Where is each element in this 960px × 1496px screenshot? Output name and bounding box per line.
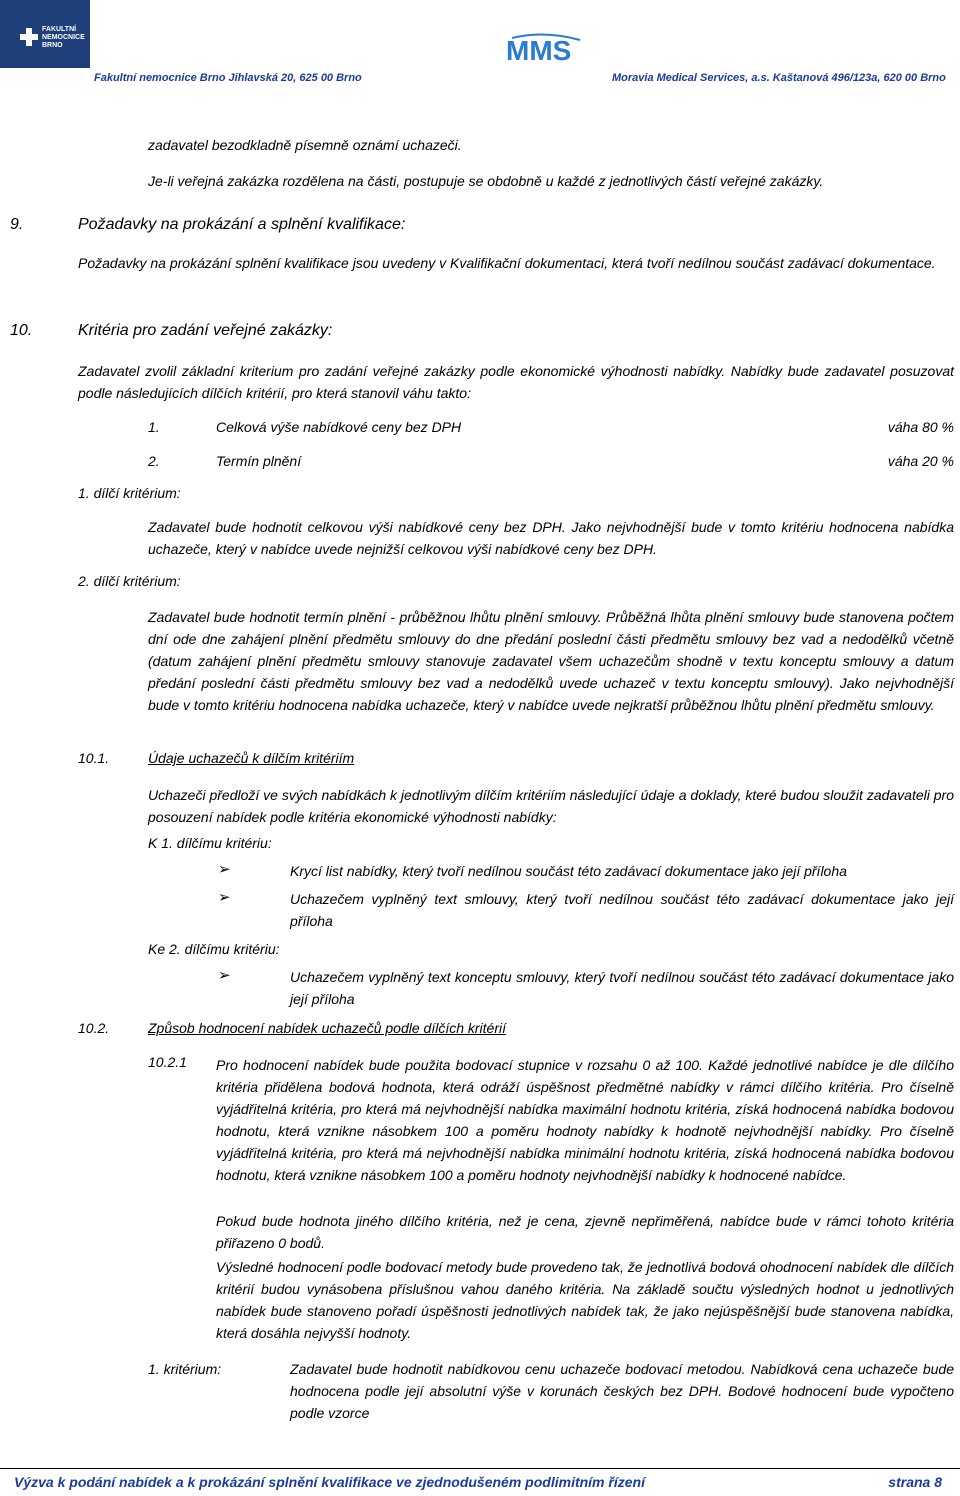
k1-item-1: Krycí list nabídky, který tvoří nedílnou součást této zadávací dokumentace jako její příloha <box>290 863 847 879</box>
sec10-2-k1-label: 1. kritérium: <box>148 1361 222 1377</box>
sec10-2-number: 10.2. <box>78 1020 110 1036</box>
crit2-text: Zadavatel bude hodnotit termín plnění - průběžnou lhůtu plnění smlouvy. Průběžná lhůta plnění smlouvy bude stanovena počtem dní ode dne zahájení plnění předmětu smlouvy do dne předání poslední části předmětu smlouvy bez vad a nedodělků včetně (datum zahájení plnění předmětu smlouvy stanovuje zadavatel všem uchazečům shodně v textu konceptu smlouvy a datum předání poslední části předmětu smlouvy bez vad a nedodělků uvede uchazeč v textu konceptu smlouvy). Jako nejvhodnější bude v tomto kritériu hodnocena nabídka uchazeče, který v nabídce uvede nejkratší průběžnou lhůtu plnění předmětu smlouvy. <box>148 609 954 713</box>
criterion-2-label: Termín plnění <box>216 453 302 469</box>
sec10-2-1-number: 10.2.1 <box>148 1054 187 1070</box>
criterion-1-num: 1. <box>148 419 160 435</box>
arrow-bullet-icon: ➢ <box>218 861 231 878</box>
arrow-bullet-icon: ➢ <box>218 889 231 906</box>
hospital-logo <box>0 0 90 68</box>
sec10-text: Zadavatel zvolil základní kriterium pro zadání veřejné zakázky podle ekonomické výhodnosti nabídky. Nabídky bude zadavatel posuzovat podle následujících dílčích kritérií, pro která stanovil váhu takto: <box>78 363 954 401</box>
sec10-title: Kritéria pro zadání veřejné zakázky: <box>78 322 333 339</box>
criterion-1-weight: váha 80 % <box>887 419 954 435</box>
sec9-title: Požadavky na prokázání a splnění kvalifikace: <box>78 216 406 233</box>
intro-line1: zadavatel bezodkladně písemně oznámí uchazeči. <box>148 137 462 153</box>
footer-page: strana 8 <box>888 1474 942 1490</box>
k1-item-2: Uchazečem vyplněný text smlouvy, který tvoří nedílnou součást této zadávací dokumentace jako její příloha <box>290 891 954 929</box>
arrow-bullet-icon: ➢ <box>218 967 231 984</box>
sec10-1-title: Údaje uchazečů k dílčím kritériím <box>148 750 355 766</box>
crit2-label: 2. dílčí kritérium: <box>78 573 181 589</box>
sec10-number: 10. <box>10 322 33 339</box>
sec9-number: 9. <box>10 216 24 233</box>
sec10-1-text: Uchazeči předloží ve svých nabídkách k jednotlivým dílčím kritériím následující údaje a doklady, které budou sloužit zadavateli pro posouzení nabídek podle kritéria ekonomické výhodnosti nabídky: <box>148 787 954 825</box>
footer-title: Výzva k podání nabídek a k prokázání splnění kvalifikace ve zjednodušeném podlimitním řízení <box>14 1474 645 1490</box>
mms-logo <box>504 32 584 68</box>
mms-logo-text: MMS <box>506 35 572 66</box>
k1-label: K 1. dílčímu kritériu: <box>148 835 272 851</box>
sec10-2-k1-text: Zadavatel bude hodnotit nabídkovou cenu uchazeče bodovací metodou. Nabídková cena uchazeče bude hodnocena podle její absolutní výše v korunách českých bez DPH. Bodové hodnocení bude vypočteno podle vzorce <box>290 1361 954 1421</box>
criterion-2-weight: váha 20 % <box>887 453 954 469</box>
crit1-text: Zadavatel bude hodnotit celkovou výši nabídkové ceny bez DPH. Jako nejvhodnější bude v tomto kritériu hodnocena nabídka uchazeče, který v nabídce uvede nejnižší celkovou výši nabídkové ceny bez DPH. <box>148 519 954 557</box>
sec10-2-para1: Pro hodnocení nabídek bude použita bodovací stupnice v rozsahu 0 až 100. Každé jednotlivé nabídce je dle dílčího kritéria přidělena bodová hodnota, která odráží úspěšnost předmětné nabídky v rámci dílčího kritéria. Pro číselně vyjádřitelná kritéria, pro která má nejvhodnější nabídka maximální hodnotu kritéria, získá hodnocená nabídka bodovou hodnotu, která vznikne násobkem 100 a poměru hodnoty nabídky k hodnotě nejvhodnější nabídky. Pro číselně vyjádřitelná kritéria, pro která má nejvhodnější nabídka minimální hodnotu kritéria, získá hodnocená nabídka bodovou hodnotu, která vznikne násobkem 100 a poměru hodnoty nejvhodnější nabídky k hodnocené nabídce. <box>216 1057 954 1183</box>
sec10-2-title: Způsob hodnocení nabídek uchazečů podle dílčích kritérií <box>148 1020 507 1036</box>
criterion-2-num: 2. <box>148 453 160 469</box>
footer-divider <box>0 1468 960 1469</box>
header-right-address: Moravia Medical Services, a.s. Kaštanová 496/123a, 620 00 Brno <box>612 72 946 84</box>
hospital-logo-text: FAKULTNÍ NEMOCNICE BRNO <box>42 26 85 49</box>
sec9-text: Požadavky na prokázání splnění kvalifikace jsou uvedeny v Kvalifikační dokumentaci, která tvoří nedílnou součást zadávací dokumentace. <box>78 255 936 271</box>
sec10-1-number: 10.1. <box>78 750 110 766</box>
k2-label: Ke 2. dílčímu kritériu: <box>148 941 280 957</box>
k2-item-1: Uchazečem vyplněný text konceptu smlouvy, který tvoří nedílnou součást této zadávací dokumentace jako její příloha <box>290 969 954 1007</box>
intro-line2: Je-li veřejná zakázka rozdělena na části, postupuje se obdobně u každé z jednotlivých částí veřejné zakázky. <box>148 173 824 189</box>
sec10-2-para3: Výsledné hodnocení podle bodovací metody bude provedeno tak, že jednotlivá bodová ohodnocení nabídek dle dílčích kritérií budou vynásobena příslušnou vahou daného kritéria. Na základě součtu výsledných hodnot u jednotlivých nabídek bude stanoveno pořadí úspěšnosti jednotlivých nabídek tak, že jako nejúspěšnější bude stanovena nabídka, která dosáhla nejvyšší hodnoty. <box>216 1259 954 1341</box>
header-left-address: Fakultní nemocnice Brno Jihlavská 20, 625 00 Brno <box>94 72 362 84</box>
sec10-2-para2: Pokud bude hodnota jiného dílčího kritéria, než je cena, zjevně nepřiměřená, nabídce bude v rámci tohoto kritéria přiřazeno 0 bodů. <box>216 1213 954 1251</box>
cross-icon <box>20 28 38 46</box>
crit1-label: 1. dílčí kritérium: <box>78 485 181 501</box>
criterion-1-label: Celková výše nabídkové ceny bez DPH <box>216 419 462 435</box>
